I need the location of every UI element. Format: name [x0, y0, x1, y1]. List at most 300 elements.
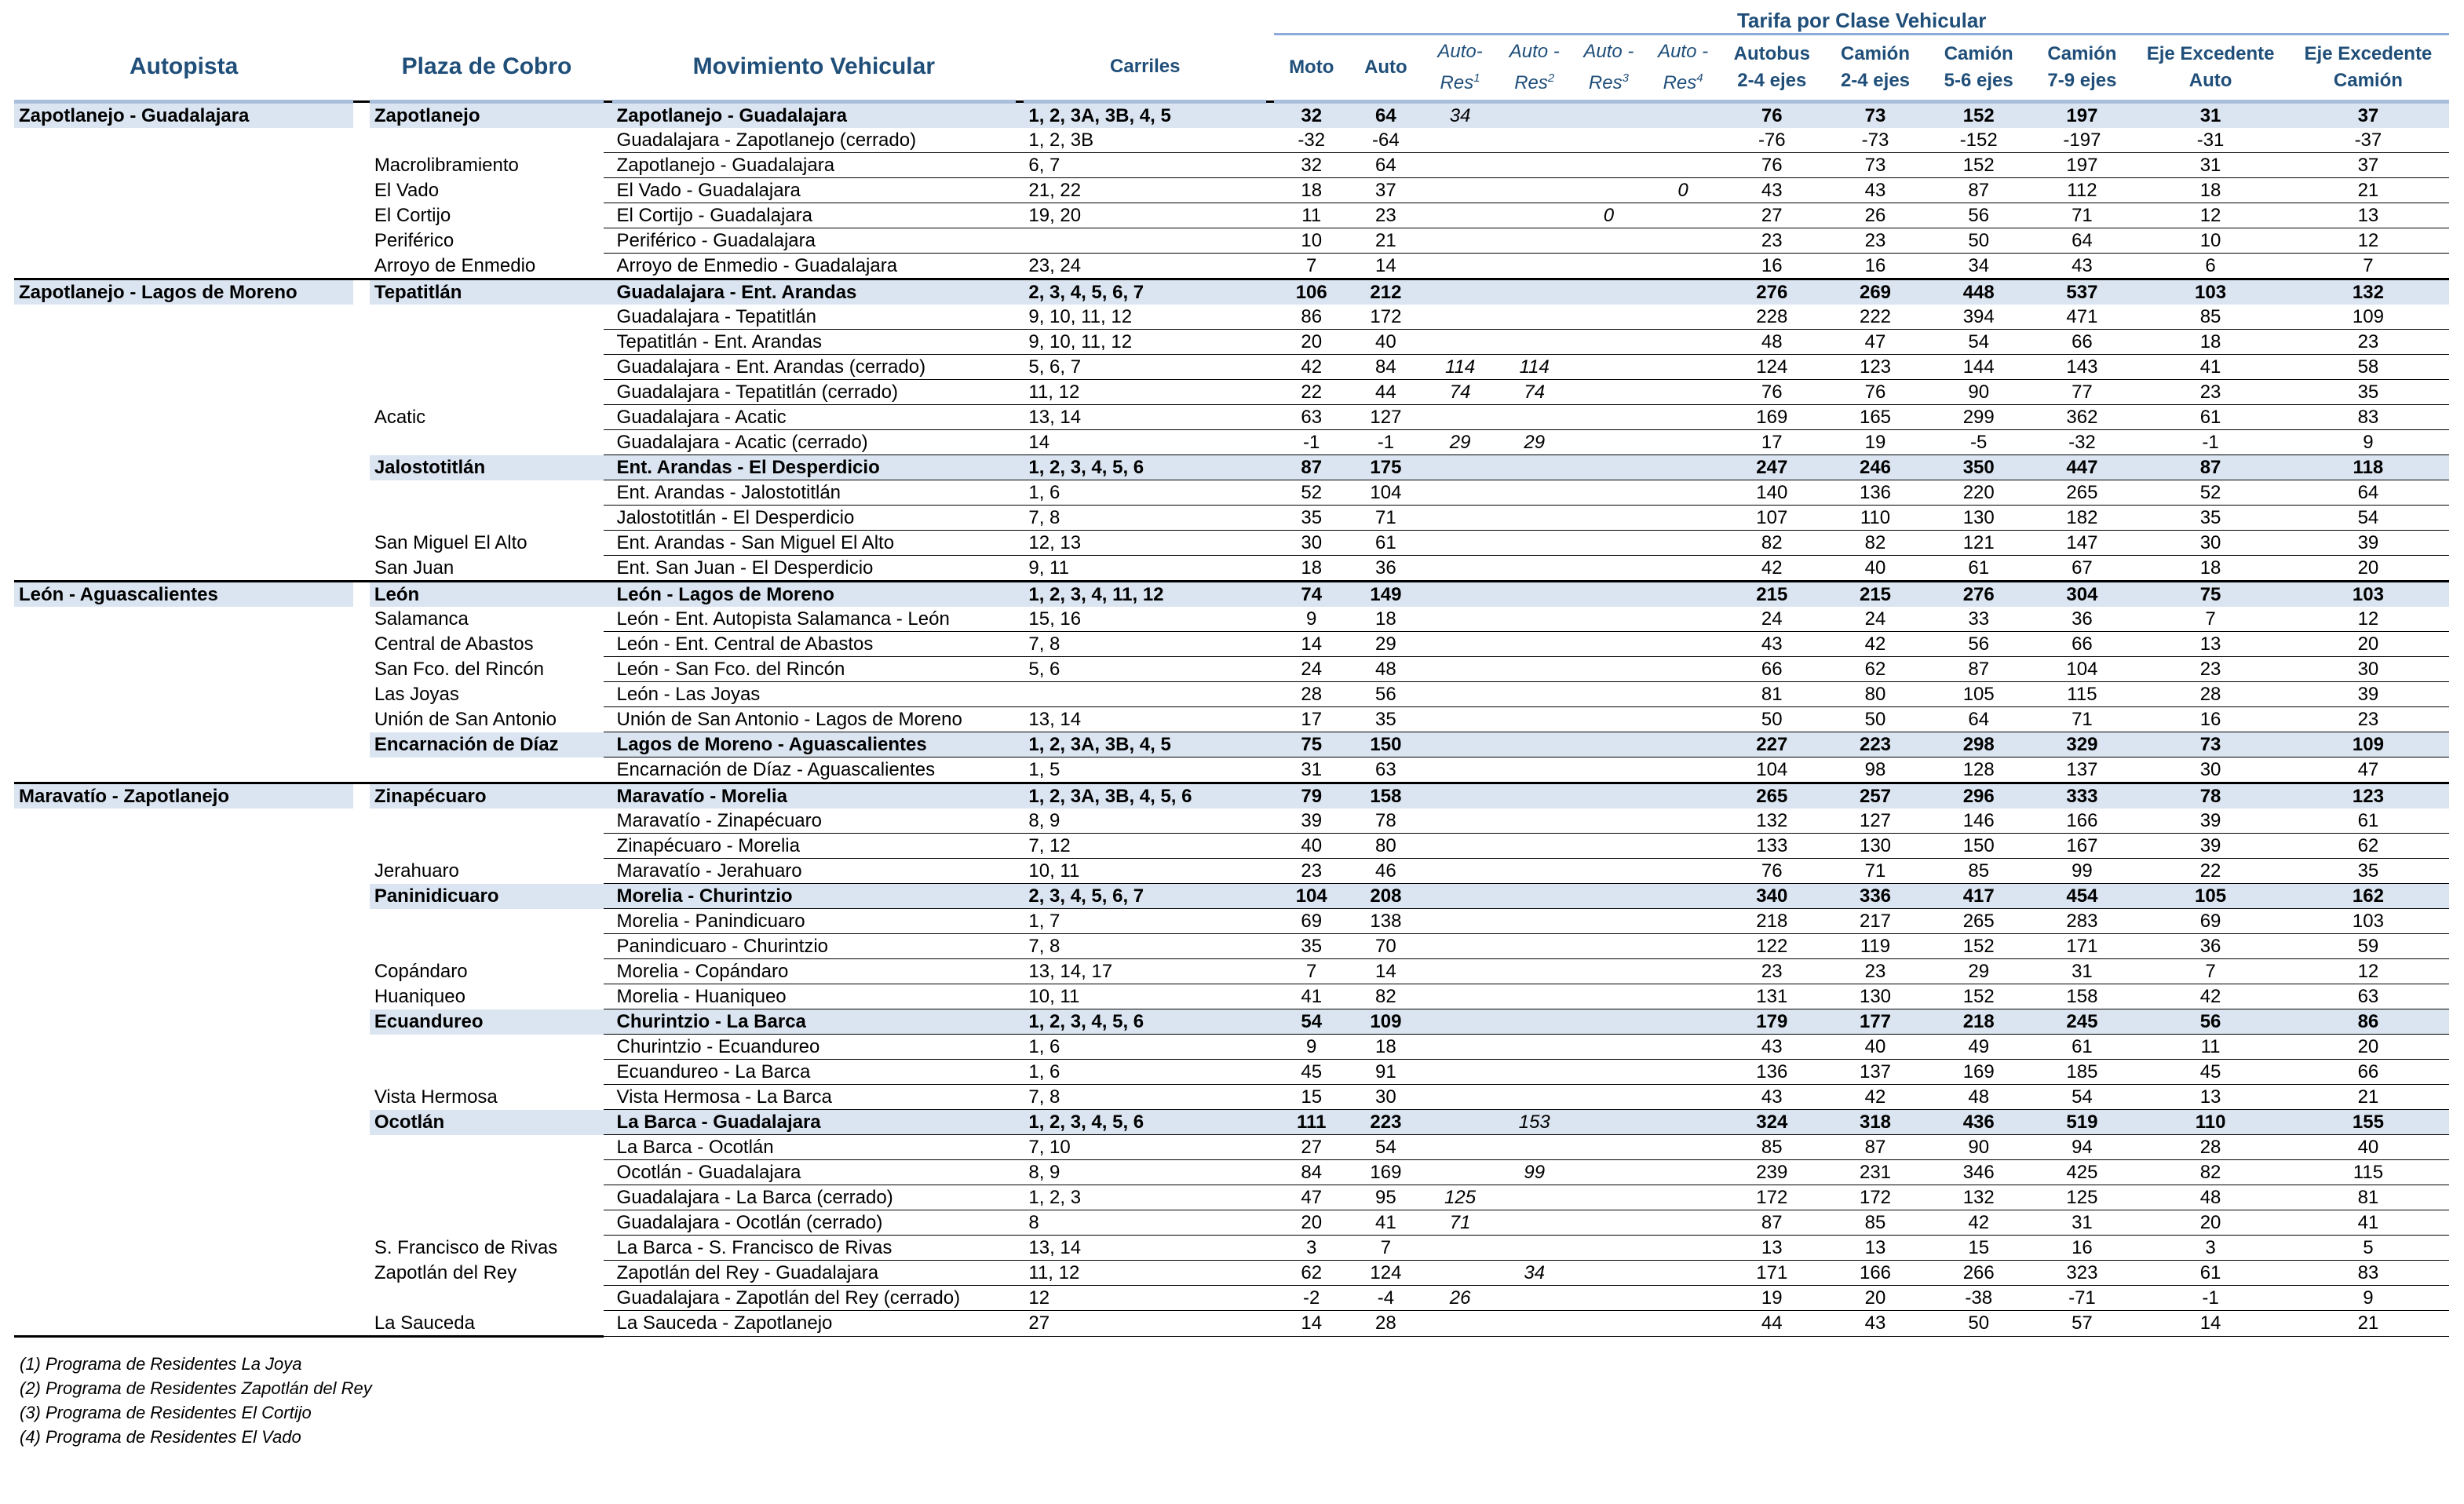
- cell-plaza: Tepatitlán: [370, 279, 604, 305]
- cell-auto-res-2: [1497, 934, 1571, 959]
- cell-camion-5-6: 90: [1927, 380, 2031, 405]
- cell-autobus: 265: [1720, 783, 1823, 809]
- cell-moto: 20: [1274, 1210, 1349, 1236]
- cell-auto-res-4: [1646, 657, 1721, 682]
- cell-carriles: 1, 2, 3: [1024, 1185, 1266, 1210]
- cell-plaza: [370, 1160, 604, 1185]
- footnote: (4) Programa de Residentes El Vado: [20, 1427, 301, 1447]
- cell-auto-res-1: [1423, 153, 1498, 178]
- cell-plaza: [370, 480, 604, 506]
- cell-auto-res-4: [1646, 959, 1721, 984]
- cell-auto-res-3: [1571, 1110, 1646, 1135]
- cell-camion-2-4: 223: [1823, 732, 1927, 757]
- cell-camion-2-4: 246: [1823, 455, 1927, 480]
- cell-auto-res-2: 153: [1497, 1110, 1571, 1135]
- cell-eje-camion: 40: [2287, 1135, 2449, 1160]
- cell-auto-res-2: [1497, 632, 1571, 657]
- cell-plaza: [370, 1210, 604, 1236]
- cell-eje-camion: 62: [2287, 834, 2449, 859]
- cell-movimiento: León - Las Joyas: [612, 682, 1017, 707]
- cell-autopista: [14, 128, 353, 153]
- cell-eje-camion: 39: [2287, 531, 2449, 556]
- cell-eje-auto: 61: [2134, 405, 2287, 430]
- cell-autobus: 136: [1720, 1060, 1823, 1085]
- cell-moto: 75: [1274, 732, 1349, 757]
- cell-autobus: 42: [1720, 556, 1823, 582]
- cell-movimiento: Ent. Arandas - El Desperdicio: [612, 455, 1017, 480]
- cell-camion-2-4: 127: [1823, 809, 1927, 834]
- cell-autopista: [14, 884, 353, 909]
- cell-carriles: 7, 8: [1024, 506, 1266, 531]
- cell-camion-5-6: 220: [1927, 480, 2031, 506]
- cell-auto-res-3: [1571, 102, 1646, 129]
- cell-auto-res-3: [1571, 455, 1646, 480]
- cell-camion-2-4: 42: [1823, 1085, 1927, 1110]
- cell-plaza: Ecuandureo: [370, 1009, 604, 1035]
- table-row: [14, 1286, 2449, 1311]
- cell-auto-res-2: [1497, 1311, 1571, 1337]
- cell-auto-res-2: [1497, 1286, 1571, 1311]
- cell-plaza: Ocotlán: [370, 1110, 604, 1135]
- cell-moto: 27: [1274, 1135, 1349, 1160]
- cell-auto-res-1: [1423, 228, 1498, 254]
- cell-eje-camion: 37: [2287, 153, 2449, 178]
- cell-moto: 31: [1274, 757, 1349, 783]
- cell-auto: 71: [1349, 506, 1423, 531]
- cell-auto: 82: [1349, 984, 1423, 1009]
- cell-eje-camion: 123: [2287, 783, 2449, 809]
- cell-camion-5-6: 152: [1927, 102, 2031, 129]
- col-header-carriles: Carriles: [1024, 35, 1266, 102]
- cell-auto-res-4: [1646, 1085, 1721, 1110]
- cell-camion-2-4: 215: [1823, 582, 1927, 608]
- cell-camion-2-4: 257: [1823, 783, 1927, 809]
- cell-auto-res-2: 114: [1497, 355, 1571, 380]
- cell-eje-camion: 58: [2287, 355, 2449, 380]
- cell-auto: 56: [1349, 682, 1423, 707]
- cell-moto: 111: [1274, 1110, 1349, 1135]
- cell-eje-camion: 109: [2287, 732, 2449, 757]
- cell-auto-res-1: [1423, 682, 1498, 707]
- cell-moto: 18: [1274, 178, 1349, 203]
- cell-auto-res-3: [1571, 380, 1646, 405]
- cell-autopista: [14, 405, 353, 430]
- cell-movimiento: León - Lagos de Moreno: [612, 582, 1017, 608]
- cell-auto: 70: [1349, 934, 1423, 959]
- cell-autobus: 124: [1720, 355, 1823, 380]
- cell-moto: 9: [1274, 607, 1349, 632]
- cell-auto-res-1: [1423, 834, 1498, 859]
- cell-autobus: 324: [1720, 1110, 1823, 1135]
- cell-auto-res-3: [1571, 355, 1646, 380]
- col-header-auto-res-4: Auto - Res$^4$: [1646, 35, 1721, 102]
- cell-auto-res-3: [1571, 1035, 1646, 1060]
- cell-eje-auto: 6: [2134, 254, 2287, 279]
- table-row: [14, 405, 2449, 430]
- cell-auto: -1: [1349, 430, 1423, 455]
- cell-movimiento: Ent. Arandas - Jalostotitlán: [612, 480, 1017, 506]
- cell-auto-res-3: [1571, 984, 1646, 1009]
- cell-camion-5-6: 128: [1927, 757, 2031, 783]
- cell-auto-res-3: [1571, 531, 1646, 556]
- cell-carriles: 8, 9: [1024, 809, 1266, 834]
- cell-plaza: Paninidicuaro: [370, 884, 604, 909]
- cell-eje-camion: 109: [2287, 305, 2449, 330]
- cell-auto: 124: [1349, 1261, 1423, 1286]
- cell-camion-7-9: 471: [2031, 305, 2134, 330]
- cell-eje-auto: 22: [2134, 859, 2287, 884]
- cell-camion-7-9: 333: [2031, 783, 2134, 809]
- cell-camion-2-4: 71: [1823, 859, 1927, 884]
- table-row: [14, 1185, 2449, 1210]
- cell-autopista: [14, 934, 353, 959]
- table-row: [14, 909, 2449, 934]
- table-row: [14, 203, 2449, 228]
- cell-camion-2-4: 23: [1823, 959, 1927, 984]
- cell-eje-auto: -1: [2134, 1286, 2287, 1311]
- cell-auto-res-1: [1423, 657, 1498, 682]
- cell-auto-res-1: [1423, 859, 1498, 884]
- cell-carriles: 13, 14: [1024, 707, 1266, 732]
- cell-auto-res-2: [1497, 834, 1571, 859]
- cell-auto-res-3: [1571, 1311, 1646, 1337]
- cell-camion-2-4: -73: [1823, 128, 1927, 153]
- cell-eje-auto: 7: [2134, 959, 2287, 984]
- cell-autopista: [14, 834, 353, 859]
- cell-auto-res-4: [1646, 884, 1721, 909]
- cell-camion-5-6: 266: [1927, 1261, 2031, 1286]
- cell-autobus: 43: [1720, 1035, 1823, 1060]
- cell-camion-7-9: 519: [2031, 1110, 2134, 1135]
- cell-auto-res-4: [1646, 1060, 1721, 1085]
- cell-moto: 54: [1274, 1009, 1349, 1035]
- cell-movimiento: Zapotlán del Rey - Guadalajara: [612, 1261, 1017, 1286]
- cell-camion-2-4: 336: [1823, 884, 1927, 909]
- cell-autobus: 43: [1720, 632, 1823, 657]
- cell-auto-res-1: [1423, 1085, 1498, 1110]
- cell-camion-7-9: 283: [2031, 909, 2134, 934]
- cell-autopista: [14, 203, 353, 228]
- cell-auto-res-4: [1646, 809, 1721, 834]
- table-row: [14, 707, 2449, 732]
- cell-eje-camion: 118: [2287, 455, 2449, 480]
- cell-camion-2-4: 165: [1823, 405, 1927, 430]
- cell-plaza: [370, 430, 604, 455]
- cell-eje-camion: 103: [2287, 582, 2449, 608]
- cell-auto-res-1: [1423, 884, 1498, 909]
- cell-camion-5-6: 64: [1927, 707, 2031, 732]
- cell-camion-5-6: 87: [1927, 657, 2031, 682]
- cell-auto-res-1: [1423, 1035, 1498, 1060]
- cell-auto-res-2: [1497, 1035, 1571, 1060]
- cell-auto-res-4: [1646, 783, 1721, 809]
- table-row: [14, 455, 2449, 480]
- cell-eje-camion: 20: [2287, 556, 2449, 582]
- cell-autopista: [14, 355, 353, 380]
- cell-eje-auto: 14: [2134, 1311, 2287, 1337]
- cell-movimiento: Guadalajara - Zapotlán del Rey (cerrado): [612, 1286, 1017, 1311]
- cell-autobus: 82: [1720, 531, 1823, 556]
- cell-auto-res-3: [1571, 859, 1646, 884]
- table-row: [14, 1085, 2449, 1110]
- cell-camion-7-9: 31: [2031, 1210, 2134, 1236]
- cell-auto-res-2: [1497, 1060, 1571, 1085]
- cell-camion-7-9: 43: [2031, 254, 2134, 279]
- cell-autopista: Maravatío - Zapotlanejo: [14, 783, 353, 809]
- cell-auto-res-3: [1571, 178, 1646, 203]
- cell-carriles: 15, 16: [1024, 607, 1266, 632]
- cell-camion-5-6: 132: [1927, 1185, 2031, 1210]
- cell-camion-7-9: 57: [2031, 1311, 2134, 1337]
- cell-carriles: 1, 2, 3, 4, 11, 12: [1024, 582, 1266, 608]
- cell-eje-camion: 41: [2287, 1210, 2449, 1236]
- cell-auto-res-3: [1571, 1210, 1646, 1236]
- cell-plaza: San Juan: [374, 557, 454, 579]
- cell-camion-2-4: 43: [1823, 178, 1927, 203]
- cell-auto-res-4: [1646, 480, 1721, 506]
- cell-autopista: [14, 1185, 353, 1210]
- cell-camion-7-9: 304: [2031, 582, 2134, 608]
- cell-eje-auto: 30: [2134, 757, 2287, 783]
- table-row: [14, 1035, 2449, 1060]
- cell-auto-res-4: [1646, 632, 1721, 657]
- cell-autopista: [14, 430, 353, 455]
- cell-eje-auto: 103: [2134, 279, 2287, 305]
- cell-auto-res-4: [1646, 1286, 1721, 1311]
- cell-plaza: Copándaro: [374, 961, 468, 982]
- cell-auto-res-1: [1423, 959, 1498, 984]
- cell-camion-5-6: -38: [1927, 1286, 2031, 1311]
- cell-camion-2-4: 172: [1823, 1185, 1927, 1210]
- cell-camion-2-4: 98: [1823, 757, 1927, 783]
- cell-autobus: 43: [1720, 1085, 1823, 1110]
- cell-plaza: Unión de San Antonio: [374, 709, 557, 730]
- cell-camion-7-9: 329: [2031, 732, 2134, 757]
- col-header-camion-7-9: Camión 7-9 ejes: [2031, 35, 2134, 102]
- cell-autopista: [14, 757, 353, 783]
- cell-carriles: 9, 10, 11, 12: [1024, 305, 1266, 330]
- cell-movimiento: Lagos de Moreno - Aguascalientes: [612, 732, 1017, 757]
- cell-auto-res-2: [1497, 254, 1571, 279]
- cell-autobus: 23: [1720, 228, 1823, 254]
- cell-camion-5-6: 150: [1927, 834, 2031, 859]
- cell-eje-camion: 115: [2287, 1160, 2449, 1185]
- cell-auto-res-1: [1423, 707, 1498, 732]
- cell-carriles: 13, 14, 17: [1024, 959, 1266, 984]
- cell-eje-auto: 31: [2134, 153, 2287, 178]
- cell-plaza: El Cortijo: [374, 205, 451, 226]
- cell-eje-auto: 42: [2134, 984, 2287, 1009]
- cell-autopista: [14, 909, 353, 934]
- cell-auto-res-2: [1497, 305, 1571, 330]
- table-row: [14, 582, 2449, 608]
- cell-eje-auto: 39: [2134, 834, 2287, 859]
- cell-auto-res-1: 125: [1423, 1185, 1498, 1210]
- cell-movimiento: León - Ent. Autopista Salamanca - León: [612, 607, 1017, 632]
- cell-auto-res-3: [1571, 732, 1646, 757]
- cell-eje-camion: 12: [2287, 607, 2449, 632]
- cell-autopista: [14, 506, 353, 531]
- cell-camion-5-6: 50: [1927, 1311, 2031, 1337]
- cell-camion-5-6: 85: [1927, 859, 2031, 884]
- cell-plaza: La Sauceda: [370, 1311, 604, 1337]
- cell-eje-auto: 28: [2134, 1135, 2287, 1160]
- cell-auto: 30: [1349, 1085, 1423, 1110]
- cell-movimiento: Ecuandureo - La Barca: [612, 1060, 1017, 1085]
- cell-auto-res-3: [1571, 582, 1646, 608]
- cell-plaza: [370, 1135, 604, 1160]
- cell-eje-auto: 13: [2134, 1085, 2287, 1110]
- cell-auto: 95: [1349, 1185, 1423, 1210]
- cell-autopista: [14, 859, 353, 884]
- cell-camion-7-9: 125: [2031, 1185, 2134, 1210]
- cell-auto-res-3: [1571, 959, 1646, 984]
- cell-movimiento: Guadalajara - La Barca (cerrado): [612, 1185, 1017, 1210]
- cell-autopista: [14, 1060, 353, 1085]
- cell-moto: 74: [1274, 582, 1349, 608]
- cell-movimiento: Guadalajara - Tepatitlán: [612, 305, 1017, 330]
- cell-moto: 10: [1274, 228, 1349, 254]
- cell-camion-7-9: 197: [2031, 102, 2134, 129]
- cell-autobus: 76: [1720, 859, 1823, 884]
- cell-camion-7-9: -71: [2031, 1286, 2134, 1311]
- cell-movimiento: Guadalajara - Acatic: [612, 405, 1017, 430]
- cell-auto-res-4: [1646, 682, 1721, 707]
- cell-eje-camion: 162: [2287, 884, 2449, 909]
- cell-movimiento: Zapotlanejo - Guadalajara: [612, 153, 1017, 178]
- cell-carriles: 9, 11: [1024, 556, 1266, 582]
- cell-eje-auto: 75: [2134, 582, 2287, 608]
- cell-auto-res-1: [1423, 1261, 1498, 1286]
- cell-carriles: 1, 6: [1024, 1035, 1266, 1060]
- cell-plaza: El Vado: [374, 180, 440, 201]
- cell-eje-auto: 23: [2134, 380, 2287, 405]
- cell-auto-res-4: [1646, 102, 1721, 129]
- cell-autopista: [14, 531, 353, 556]
- cell-auto: 149: [1349, 582, 1423, 608]
- cell-eje-camion: 7: [2287, 254, 2449, 279]
- cell-movimiento: La Barca - S. Francisco de Rivas: [612, 1236, 1017, 1261]
- cell-movimiento: La Barca - Guadalajara: [612, 1110, 1017, 1135]
- cell-autopista: [14, 809, 353, 834]
- cell-auto-res-3: [1571, 607, 1646, 632]
- cell-auto-res-2: [1497, 480, 1571, 506]
- cell-moto: 28: [1274, 682, 1349, 707]
- cell-camion-2-4: 136: [1823, 480, 1927, 506]
- cell-camion-2-4: 62: [1823, 657, 1927, 682]
- cell-auto-res-2: [1497, 909, 1571, 934]
- cell-carriles: 1, 2, 3, 4, 5, 6: [1024, 455, 1266, 480]
- cell-moto: 87: [1274, 455, 1349, 480]
- cell-movimiento: La Barca - Ocotlán: [612, 1135, 1017, 1160]
- cell-plaza: [370, 757, 604, 783]
- cell-auto-res-1: [1423, 279, 1498, 305]
- cell-auto-res-4: [1646, 254, 1721, 279]
- cell-camion-5-6: -5: [1927, 430, 2031, 455]
- cell-camion-7-9: 182: [2031, 506, 2134, 531]
- cell-auto-res-4: [1646, 1135, 1721, 1160]
- cell-auto-res-1: 34: [1423, 102, 1498, 129]
- cell-auto: 127: [1349, 405, 1423, 430]
- cell-auto: 54: [1349, 1135, 1423, 1160]
- cell-auto-res-4: [1646, 531, 1721, 556]
- cell-auto-res-3: [1571, 128, 1646, 153]
- cell-camion-2-4: 76: [1823, 380, 1927, 405]
- cell-auto-res-1: [1423, 254, 1498, 279]
- cell-auto-res-4: [1646, 732, 1721, 757]
- cell-eje-camion: 155: [2287, 1110, 2449, 1135]
- tarifa-group-header: Tarifa por Clase Vehicular: [1274, 6, 2449, 35]
- cell-camion-5-6: 276: [1927, 582, 2031, 608]
- cell-auto-res-2: [1497, 1135, 1571, 1160]
- cell-carriles: 13, 14: [1024, 405, 1266, 430]
- cell-eje-camion: 12: [2287, 228, 2449, 254]
- cell-moto: -1: [1274, 430, 1349, 455]
- col-header-autobus: Autobus 2-4 ejes: [1720, 35, 1823, 102]
- cell-auto-res-4: [1646, 228, 1721, 254]
- cell-autobus: 133: [1720, 834, 1823, 859]
- cell-autobus: 43: [1720, 178, 1823, 203]
- cell-auto-res-2: [1497, 1185, 1571, 1210]
- cell-auto-res-1: [1423, 809, 1498, 834]
- cell-moto: -32: [1274, 128, 1349, 153]
- cell-camion-2-4: 217: [1823, 909, 1927, 934]
- table-row: [14, 506, 2449, 531]
- cell-eje-auto: 18: [2134, 330, 2287, 355]
- cell-moto: 32: [1274, 102, 1349, 129]
- table-row: [14, 279, 2449, 305]
- cell-movimiento: Ocotlán - Guadalajara: [612, 1160, 1017, 1185]
- cell-camion-7-9: 166: [2031, 809, 2134, 834]
- cell-auto-res-1: [1423, 405, 1498, 430]
- cell-autobus: 76: [1720, 153, 1823, 178]
- cell-plaza: Acatic: [374, 407, 426, 428]
- cell-carriles: 9, 10, 11, 12: [1024, 330, 1266, 355]
- cell-auto-res-4: [1646, 203, 1721, 228]
- cell-camion-5-6: 146: [1927, 809, 2031, 834]
- cell-autopista: [14, 657, 353, 682]
- cell-camion-2-4: 24: [1823, 607, 1927, 632]
- cell-auto-res-1: [1423, 128, 1498, 153]
- cell-eje-camion: 39: [2287, 682, 2449, 707]
- cell-camion-2-4: 87: [1823, 1135, 1927, 1160]
- cell-auto-res-2: [1497, 228, 1571, 254]
- cell-plaza: Zapotlanejo: [370, 102, 604, 129]
- cell-movimiento: Maravatío - Morelia: [612, 783, 1017, 809]
- cell-autopista: [14, 330, 353, 355]
- cell-auto-res-3: [1571, 682, 1646, 707]
- cell-carriles: 1, 7: [1024, 909, 1266, 934]
- cell-eje-auto: 7: [2134, 607, 2287, 632]
- footnote: (3) Programa de Residentes El Cortijo: [20, 1403, 312, 1422]
- cell-movimiento: Guadalajara - Zapotlanejo (cerrado): [612, 128, 1017, 153]
- cell-carriles: 7, 8: [1024, 632, 1266, 657]
- cell-carriles: 27: [1024, 1311, 1266, 1337]
- cell-autopista: [14, 1035, 353, 1060]
- table-row: [14, 783, 2449, 809]
- cell-camion-5-6: 299: [1927, 405, 2031, 430]
- cell-auto: 61: [1349, 531, 1423, 556]
- cell-auto-res-3: [1571, 1160, 1646, 1185]
- cell-plaza: Jerahuaro: [374, 860, 459, 882]
- cell-eje-auto: 110: [2134, 1110, 2287, 1135]
- cell-camion-7-9: 171: [2031, 934, 2134, 959]
- cell-movimiento: Guadalajara - Tepatitlán (cerrado): [612, 380, 1017, 405]
- cell-auto-res-1: [1423, 506, 1498, 531]
- cell-auto-res-2: 74: [1497, 380, 1571, 405]
- cell-camion-7-9: 143: [2031, 355, 2134, 380]
- cell-eje-auto: 28: [2134, 682, 2287, 707]
